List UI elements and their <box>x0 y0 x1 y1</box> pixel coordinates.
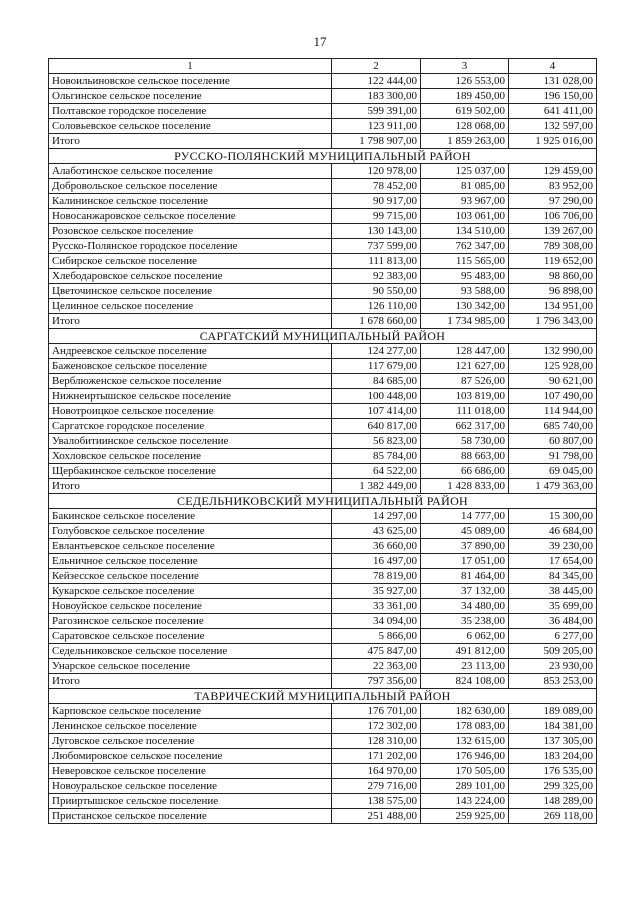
value-col-3: 103 819,00 <box>421 389 509 404</box>
value-col-4: 189 089,00 <box>509 704 597 719</box>
value-col-2: 120 978,00 <box>332 164 421 179</box>
settlement-name: Унарское сельское поселение <box>49 659 332 674</box>
settlement-row <box>49 539 597 554</box>
settlement-name: Рагозинское сельское поселение <box>49 614 332 629</box>
value-col-4: 90 621,00 <box>509 374 597 389</box>
settlement-name: Ольгинское сельское поселение <box>49 89 332 104</box>
region-title: РУССКО-ПОЛЯНСКИЙ МУНИЦИПАЛЬНЫЙ РАЙОН <box>49 149 597 164</box>
value-col-2: 5 866,00 <box>332 629 421 644</box>
value-col-4: 853 253,00 <box>509 674 597 689</box>
value-col-2: 251 488,00 <box>332 809 421 824</box>
settlement-row <box>49 419 597 434</box>
region-title: ТАВРИЧЕСКИЙ МУНИЦИПАЛЬНЫЙ РАЙОН <box>49 689 597 704</box>
settlement-name: Цветочинское сельское поселение <box>49 284 332 299</box>
region-header-row <box>49 689 597 704</box>
settlement-row <box>49 434 597 449</box>
value-col-2: 34 094,00 <box>332 614 421 629</box>
value-col-3: 23 113,00 <box>421 659 509 674</box>
value-col-3: 35 238,00 <box>421 614 509 629</box>
settlement-row <box>49 74 597 89</box>
value-col-4: 83 952,00 <box>509 179 597 194</box>
settlement-row <box>49 254 597 269</box>
value-col-4: 1 796 343,00 <box>509 314 597 329</box>
settlement-name: Голубовское сельское поселение <box>49 524 332 539</box>
settlement-name: Итого <box>49 674 332 689</box>
settlement-name: Русско-Полянское городское поселение <box>49 239 332 254</box>
value-col-3: 93 588,00 <box>421 284 509 299</box>
settlement-name: Андреевское сельское поселение <box>49 344 332 359</box>
settlement-name: Полтавское городское поселение <box>49 104 332 119</box>
value-col-4: 641 411,00 <box>509 104 597 119</box>
value-col-2: 1 798 907,00 <box>332 134 421 149</box>
value-col-4: 84 345,00 <box>509 569 597 584</box>
value-col-2: 64 522,00 <box>332 464 421 479</box>
page-number: 17 <box>313 34 327 49</box>
value-col-2: 138 575,00 <box>332 794 421 809</box>
value-col-3: 176 946,00 <box>421 749 509 764</box>
value-col-2: 111 813,00 <box>332 254 421 269</box>
value-col-2: 33 361,00 <box>332 599 421 614</box>
value-col-4: 137 305,00 <box>509 734 597 749</box>
settlement-row <box>49 299 597 314</box>
value-col-3: 130 342,00 <box>421 299 509 314</box>
settlement-row <box>49 809 597 824</box>
value-col-2: 107 414,00 <box>332 404 421 419</box>
value-col-3: 128 447,00 <box>421 344 509 359</box>
value-col-2: 475 847,00 <box>332 644 421 659</box>
value-col-4: 125 928,00 <box>509 359 597 374</box>
settlement-row <box>49 194 597 209</box>
value-col-4: 46 684,00 <box>509 524 597 539</box>
value-col-4: 132 990,00 <box>509 344 597 359</box>
value-col-2: 56 823,00 <box>332 434 421 449</box>
settlement-name: Новоуральское сельское поселение <box>49 779 332 794</box>
settlement-name: Неверовское сельское поселение <box>49 764 332 779</box>
value-col-3: 17 051,00 <box>421 554 509 569</box>
settlement-name: Ельничное сельское поселение <box>49 554 332 569</box>
settlement-name: Кейзесское сельское поселение <box>49 569 332 584</box>
settlement-name: Щербакинское сельское поселение <box>49 464 332 479</box>
total-row <box>49 314 597 329</box>
value-col-3: 1 859 263,00 <box>421 134 509 149</box>
settlement-name: Саратовское сельское поселение <box>49 629 332 644</box>
value-col-4: 269 118,00 <box>509 809 597 824</box>
value-col-4: 15 300,00 <box>509 509 597 524</box>
settlement-name: Евлантьевское сельское поселение <box>49 539 332 554</box>
value-col-4: 69 045,00 <box>509 464 597 479</box>
value-col-2: 16 497,00 <box>332 554 421 569</box>
value-col-3: 143 224,00 <box>421 794 509 809</box>
value-col-2: 85 784,00 <box>332 449 421 464</box>
settlement-name: Нижнеиртышское сельское поселение <box>49 389 332 404</box>
value-col-4: 39 230,00 <box>509 539 597 554</box>
value-col-2: 84 685,00 <box>332 374 421 389</box>
value-col-3: 81 085,00 <box>421 179 509 194</box>
value-col-4: 132 597,00 <box>509 119 597 134</box>
settlement-name: Калининское сельское поселение <box>49 194 332 209</box>
value-col-2: 35 927,00 <box>332 584 421 599</box>
value-col-3: 1 428 833,00 <box>421 479 509 494</box>
value-col-4: 97 290,00 <box>509 194 597 209</box>
value-col-4: 38 445,00 <box>509 584 597 599</box>
value-col-4: 36 484,00 <box>509 614 597 629</box>
value-col-2: 90 550,00 <box>332 284 421 299</box>
budget-table-body <box>49 59 597 824</box>
settlement-name: Хохловское сельское поселение <box>49 449 332 464</box>
value-col-3: 132 615,00 <box>421 734 509 749</box>
settlement-row <box>49 209 597 224</box>
settlement-row <box>49 749 597 764</box>
column-number-1: 1 <box>49 59 332 74</box>
value-col-3: 824 108,00 <box>421 674 509 689</box>
value-col-2: 122 444,00 <box>332 74 421 89</box>
settlement-row <box>49 704 597 719</box>
value-col-2: 36 660,00 <box>332 539 421 554</box>
settlement-name: Луговское сельское поселение <box>49 734 332 749</box>
value-col-4: 196 150,00 <box>509 89 597 104</box>
settlement-row <box>49 764 597 779</box>
value-col-4: 685 740,00 <box>509 419 597 434</box>
settlement-row <box>49 359 597 374</box>
settlement-row <box>49 779 597 794</box>
settlement-name: Итого <box>49 314 332 329</box>
total-row <box>49 134 597 149</box>
value-col-3: 93 967,00 <box>421 194 509 209</box>
value-col-4: 1 925 016,00 <box>509 134 597 149</box>
value-col-4: 129 459,00 <box>509 164 597 179</box>
settlement-name: Пристанское сельское поселение <box>49 809 332 824</box>
value-col-3: 619 502,00 <box>421 104 509 119</box>
settlement-row <box>49 89 597 104</box>
value-col-2: 130 143,00 <box>332 224 421 239</box>
value-col-2: 123 911,00 <box>332 119 421 134</box>
settlement-row <box>49 164 597 179</box>
value-col-4: 91 798,00 <box>509 449 597 464</box>
total-row <box>49 479 597 494</box>
region-header-row <box>49 494 597 509</box>
settlement-name: Новотроицкое сельское поселение <box>49 404 332 419</box>
value-col-3: 189 450,00 <box>421 89 509 104</box>
value-col-4: 98 860,00 <box>509 269 597 284</box>
settlement-row <box>49 449 597 464</box>
settlement-row <box>49 104 597 119</box>
region-title: САРГАТСКИЙ МУНИЦИПАЛЬНЫЙ РАЙОН <box>49 329 597 344</box>
column-number-header-row <box>49 59 597 74</box>
value-col-4: 299 325,00 <box>509 779 597 794</box>
settlement-row <box>49 734 597 749</box>
settlement-name: Добровольское сельское поселение <box>49 179 332 194</box>
value-col-2: 599 391,00 <box>332 104 421 119</box>
settlement-name: Бакинское сельское поселение <box>49 509 332 524</box>
value-col-4: 17 654,00 <box>509 554 597 569</box>
value-col-2: 176 701,00 <box>332 704 421 719</box>
value-col-2: 99 715,00 <box>332 209 421 224</box>
settlement-name: Итого <box>49 479 332 494</box>
region-title: СЕДЕЛЬНИКОВСКИЙ МУНИЦИПАЛЬНЫЙ РАЙОН <box>49 494 597 509</box>
value-col-3: 1 734 985,00 <box>421 314 509 329</box>
column-number-2: 2 <box>332 59 421 74</box>
settlement-row <box>49 614 597 629</box>
settlement-name: Новоильиновское сельское поселение <box>49 74 332 89</box>
value-col-2: 1 382 449,00 <box>332 479 421 494</box>
value-col-2: 640 817,00 <box>332 419 421 434</box>
value-col-3: 103 061,00 <box>421 209 509 224</box>
value-col-3: 34 480,00 <box>421 599 509 614</box>
settlement-name: Саргатское городское поселение <box>49 419 332 434</box>
value-col-4: 134 951,00 <box>509 299 597 314</box>
value-col-2: 22 363,00 <box>332 659 421 674</box>
value-col-3: 45 089,00 <box>421 524 509 539</box>
value-col-3: 111 018,00 <box>421 404 509 419</box>
settlement-name: Увалобитиинское сельское поселение <box>49 434 332 449</box>
settlement-row <box>49 179 597 194</box>
settlement-row <box>49 464 597 479</box>
value-col-3: 762 347,00 <box>421 239 509 254</box>
value-col-3: 182 630,00 <box>421 704 509 719</box>
settlement-name: Сибирское сельское поселение <box>49 254 332 269</box>
settlement-row <box>49 719 597 734</box>
value-col-3: 259 925,00 <box>421 809 509 824</box>
value-col-2: 1 678 660,00 <box>332 314 421 329</box>
value-col-2: 92 383,00 <box>332 269 421 284</box>
value-col-4: 183 204,00 <box>509 749 597 764</box>
value-col-3: 95 483,00 <box>421 269 509 284</box>
settlement-row <box>49 269 597 284</box>
value-col-2: 14 297,00 <box>332 509 421 524</box>
value-col-4: 139 267,00 <box>509 224 597 239</box>
value-col-4: 106 706,00 <box>509 209 597 224</box>
value-col-4: 184 381,00 <box>509 719 597 734</box>
value-col-4: 107 490,00 <box>509 389 597 404</box>
value-col-2: 78 452,00 <box>332 179 421 194</box>
value-col-3: 178 083,00 <box>421 719 509 734</box>
value-col-2: 124 277,00 <box>332 344 421 359</box>
value-col-3: 37 890,00 <box>421 539 509 554</box>
settlement-row <box>49 119 597 134</box>
settlement-row <box>49 284 597 299</box>
settlement-name: Кукарское сельское поселение <box>49 584 332 599</box>
value-col-2: 43 625,00 <box>332 524 421 539</box>
settlement-row <box>49 224 597 239</box>
value-col-3: 126 553,00 <box>421 74 509 89</box>
settlement-name: Седельниковское сельское поселение <box>49 644 332 659</box>
value-col-2: 128 310,00 <box>332 734 421 749</box>
settlement-name: Прииртышское сельское поселение <box>49 794 332 809</box>
value-col-2: 78 819,00 <box>332 569 421 584</box>
value-col-4: 60 807,00 <box>509 434 597 449</box>
value-col-4: 114 944,00 <box>509 404 597 419</box>
region-header-row <box>49 329 597 344</box>
settlement-name: Новоуйское сельское поселение <box>49 599 332 614</box>
settlement-row <box>49 524 597 539</box>
value-col-3: 58 730,00 <box>421 434 509 449</box>
settlement-name: Новосанжаровское сельское поселение <box>49 209 332 224</box>
value-col-2: 797 356,00 <box>332 674 421 689</box>
settlement-row <box>49 569 597 584</box>
value-col-4: 176 535,00 <box>509 764 597 779</box>
value-col-4: 96 898,00 <box>509 284 597 299</box>
value-col-2: 279 716,00 <box>332 779 421 794</box>
settlement-row <box>49 629 597 644</box>
value-col-2: 171 202,00 <box>332 749 421 764</box>
settlement-name: Итого <box>49 134 332 149</box>
settlement-row <box>49 404 597 419</box>
value-col-3: 125 037,00 <box>421 164 509 179</box>
value-col-4: 35 699,00 <box>509 599 597 614</box>
value-col-4: 23 930,00 <box>509 659 597 674</box>
settlement-name: Соловьевское сельское поселение <box>49 119 332 134</box>
value-col-3: 289 101,00 <box>421 779 509 794</box>
value-col-4: 131 028,00 <box>509 74 597 89</box>
value-col-4: 119 652,00 <box>509 254 597 269</box>
settlement-name: Баженовское сельское поселение <box>49 359 332 374</box>
value-col-3: 88 663,00 <box>421 449 509 464</box>
settlement-row <box>49 584 597 599</box>
value-col-3: 81 464,00 <box>421 569 509 584</box>
value-col-2: 90 917,00 <box>332 194 421 209</box>
value-col-4: 148 289,00 <box>509 794 597 809</box>
settlement-row <box>49 344 597 359</box>
value-col-3: 134 510,00 <box>421 224 509 239</box>
value-col-2: 126 110,00 <box>332 299 421 314</box>
value-col-2: 737 599,00 <box>332 239 421 254</box>
settlement-row <box>49 794 597 809</box>
value-col-4: 6 277,00 <box>509 629 597 644</box>
column-number-4: 4 <box>509 59 597 74</box>
value-col-3: 87 526,00 <box>421 374 509 389</box>
total-row <box>49 674 597 689</box>
settlement-row <box>49 659 597 674</box>
value-col-3: 662 317,00 <box>421 419 509 434</box>
value-col-3: 14 777,00 <box>421 509 509 524</box>
settlement-name: Целинное сельское поселение <box>49 299 332 314</box>
value-col-2: 164 970,00 <box>332 764 421 779</box>
value-col-3: 121 627,00 <box>421 359 509 374</box>
value-col-4: 789 308,00 <box>509 239 597 254</box>
settlement-name: Алаботинское сельское поселение <box>49 164 332 179</box>
settlement-name: Хлебодаровское сельское поселение <box>49 269 332 284</box>
settlement-name: Карповское сельское поселение <box>49 704 332 719</box>
settlement-name: Розовское сельское поселение <box>49 224 332 239</box>
settlement-row <box>49 374 597 389</box>
value-col-3: 37 132,00 <box>421 584 509 599</box>
settlement-row <box>49 554 597 569</box>
value-col-4: 1 479 363,00 <box>509 479 597 494</box>
settlement-name: Ленинское сельское поселение <box>49 719 332 734</box>
value-col-3: 115 565,00 <box>421 254 509 269</box>
value-col-3: 66 686,00 <box>421 464 509 479</box>
value-col-2: 117 679,00 <box>332 359 421 374</box>
settlement-name: Верблюженское сельское поселение <box>49 374 332 389</box>
settlement-row <box>49 239 597 254</box>
settlement-row <box>49 389 597 404</box>
region-header-row <box>49 149 597 164</box>
settlement-row <box>49 644 597 659</box>
budget-table <box>48 58 597 824</box>
value-col-2: 172 302,00 <box>332 719 421 734</box>
column-number-3: 3 <box>421 59 509 74</box>
value-col-3: 491 812,00 <box>421 644 509 659</box>
value-col-2: 183 300,00 <box>332 89 421 104</box>
value-col-3: 6 062,00 <box>421 629 509 644</box>
settlement-row <box>49 599 597 614</box>
value-col-3: 170 505,00 <box>421 764 509 779</box>
settlement-row <box>49 509 597 524</box>
value-col-2: 100 448,00 <box>332 389 421 404</box>
value-col-4: 509 205,00 <box>509 644 597 659</box>
value-col-3: 128 068,00 <box>421 119 509 134</box>
settlement-name: Любомировское сельское поселение <box>49 749 332 764</box>
